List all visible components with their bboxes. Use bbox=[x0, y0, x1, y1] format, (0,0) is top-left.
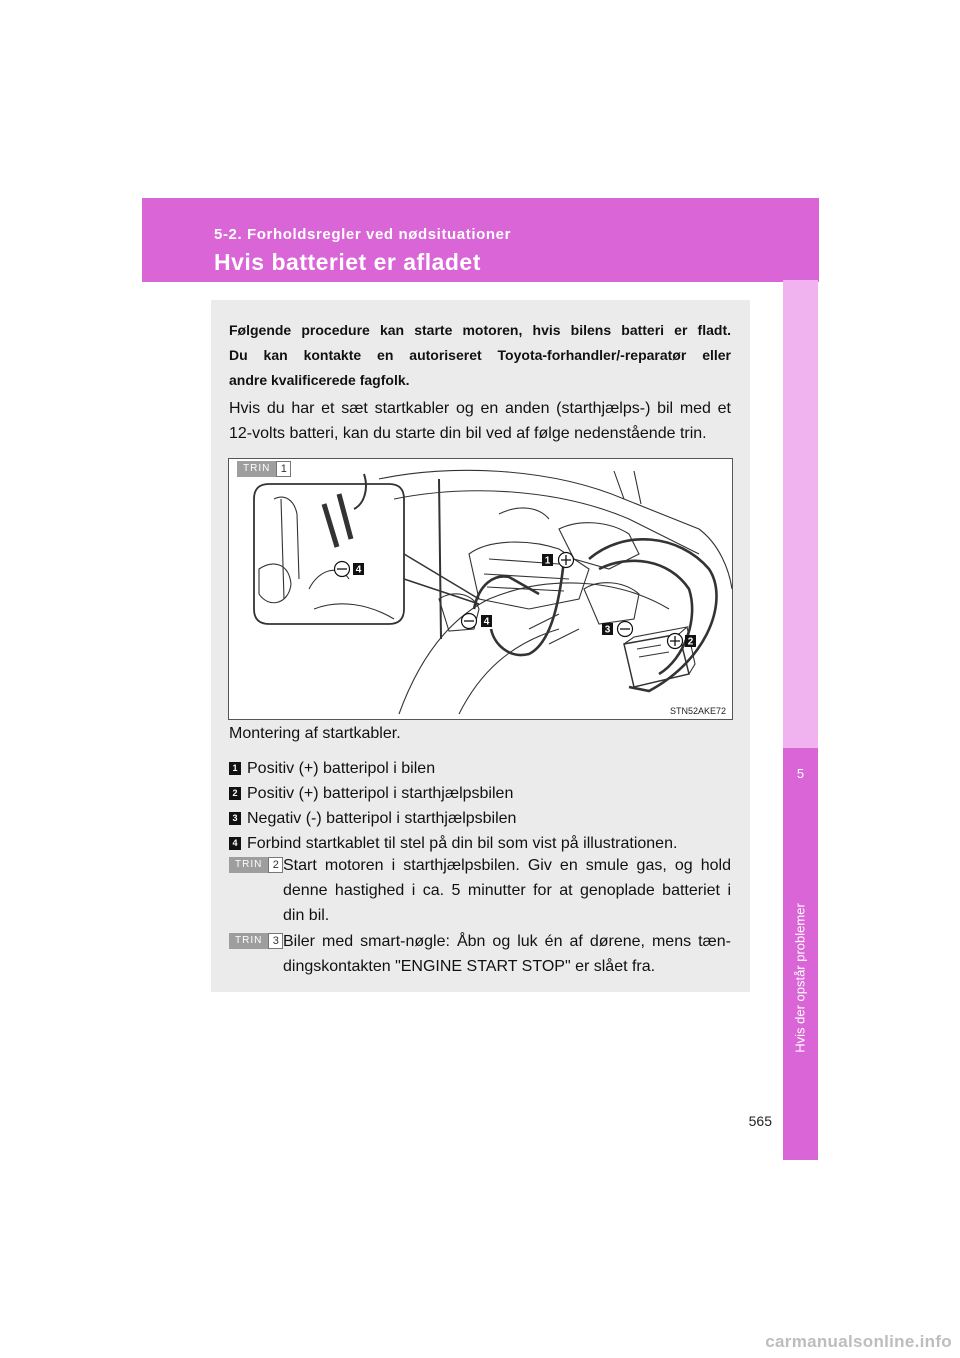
step-3 bbox=[229, 929, 731, 979]
list-item bbox=[229, 781, 739, 806]
connection-list bbox=[229, 756, 739, 856]
step-2-text bbox=[283, 853, 731, 928]
intro-bold-line-3: andre kvalificerede fagfolk. bbox=[229, 372, 410, 388]
trin-word: TRIN bbox=[229, 857, 268, 873]
watermark: carmanualsonline.info bbox=[765, 1332, 952, 1351]
number-badge: 1 bbox=[229, 762, 241, 775]
trin-number: 2 bbox=[268, 857, 283, 873]
trin-3-badge bbox=[229, 933, 283, 949]
chapter-number: 5 bbox=[796, 766, 805, 781]
intro-bold-line-1: Følgende procedure kan starte motoren, hvis bilens batteri er fladt. bbox=[229, 322, 731, 338]
list-item-text: Forbind startkablet til stel på din bil som vist på illustrationen. bbox=[247, 834, 678, 852]
chapter-tab[interactable] bbox=[783, 748, 818, 1160]
step-2-line-2: denne hastighed i ca. 5 minutter for at genoplade batteriet i bbox=[283, 882, 731, 899]
chapter-title: Hvis der opstår problemer bbox=[792, 903, 808, 1053]
step-3-line-1: Biler med smart-nøgle: Åbn og luk én af dørene, mens tæn- bbox=[283, 933, 731, 950]
svg-text:3: 3 bbox=[604, 624, 611, 636]
trin-number: 3 bbox=[268, 933, 283, 949]
trin-1-badge bbox=[237, 461, 291, 477]
trin-word: TRIN bbox=[237, 461, 276, 477]
intro-bold-text bbox=[229, 318, 731, 393]
step-3-text bbox=[283, 929, 731, 979]
trin-word: TRIN bbox=[229, 933, 268, 949]
image-code: STN52AKE72 bbox=[669, 706, 726, 716]
trin-number: 1 bbox=[276, 461, 291, 477]
callout-1 bbox=[542, 553, 574, 568]
list-item-text: Negativ (-) batteripol i starthjælpsbilen bbox=[247, 809, 517, 827]
section-label: 5-2. Forholdsregler ved nødsituationer bbox=[214, 226, 512, 243]
svg-text:1: 1 bbox=[544, 555, 551, 567]
list-item-text: Positiv (+) batteripol i bilen bbox=[247, 759, 436, 777]
svg-text:4: 4 bbox=[483, 616, 490, 628]
intro-body-line-1: Hvis du har et sæt startkabler og en anden (starthjælps-) bil med et bbox=[229, 400, 731, 417]
svg-text:4: 4 bbox=[355, 564, 362, 576]
number-badge: 3 bbox=[229, 812, 241, 825]
svg-text:2: 2 bbox=[687, 636, 694, 648]
engine-bay-drawing bbox=[229, 459, 732, 719]
number-badge: 2 bbox=[229, 787, 241, 800]
callout-3 bbox=[602, 622, 633, 637]
page-number: 565 bbox=[748, 1113, 772, 1129]
list-item bbox=[229, 756, 739, 781]
trin-2-badge bbox=[229, 857, 283, 873]
number-badge: 4 bbox=[229, 837, 241, 850]
figure-caption: Montering af startkabler. bbox=[229, 725, 401, 742]
callout-4-inset bbox=[335, 562, 365, 577]
intro-body-text bbox=[229, 396, 731, 446]
list-item bbox=[229, 806, 739, 831]
list-item-text: Positiv (+) batteripol i starthjælpsbilen bbox=[247, 784, 514, 802]
step-3-line-2: dingskontakten "ENGINE START STOP" er slået fra. bbox=[283, 958, 656, 975]
intro-bold-line-2: Du kan kontakte en autoriseret Toyota-forhandler/-reparatør eller bbox=[229, 347, 731, 363]
intro-body-line-2: 12-volts batteri, kan du starte din bil ved af følge nedenstående trin. bbox=[229, 425, 707, 442]
content-panel bbox=[211, 300, 750, 992]
step-2 bbox=[229, 853, 731, 928]
page-header bbox=[142, 198, 819, 282]
step-2-line-1: Start motoren i starthjælpsbilen. Giv en smule gas, og hold bbox=[283, 857, 731, 874]
step-2-line-3: din bil. bbox=[283, 907, 330, 924]
page-title: Hvis batteriet er afladet bbox=[214, 249, 481, 275]
jump-start-illustration bbox=[228, 458, 733, 720]
